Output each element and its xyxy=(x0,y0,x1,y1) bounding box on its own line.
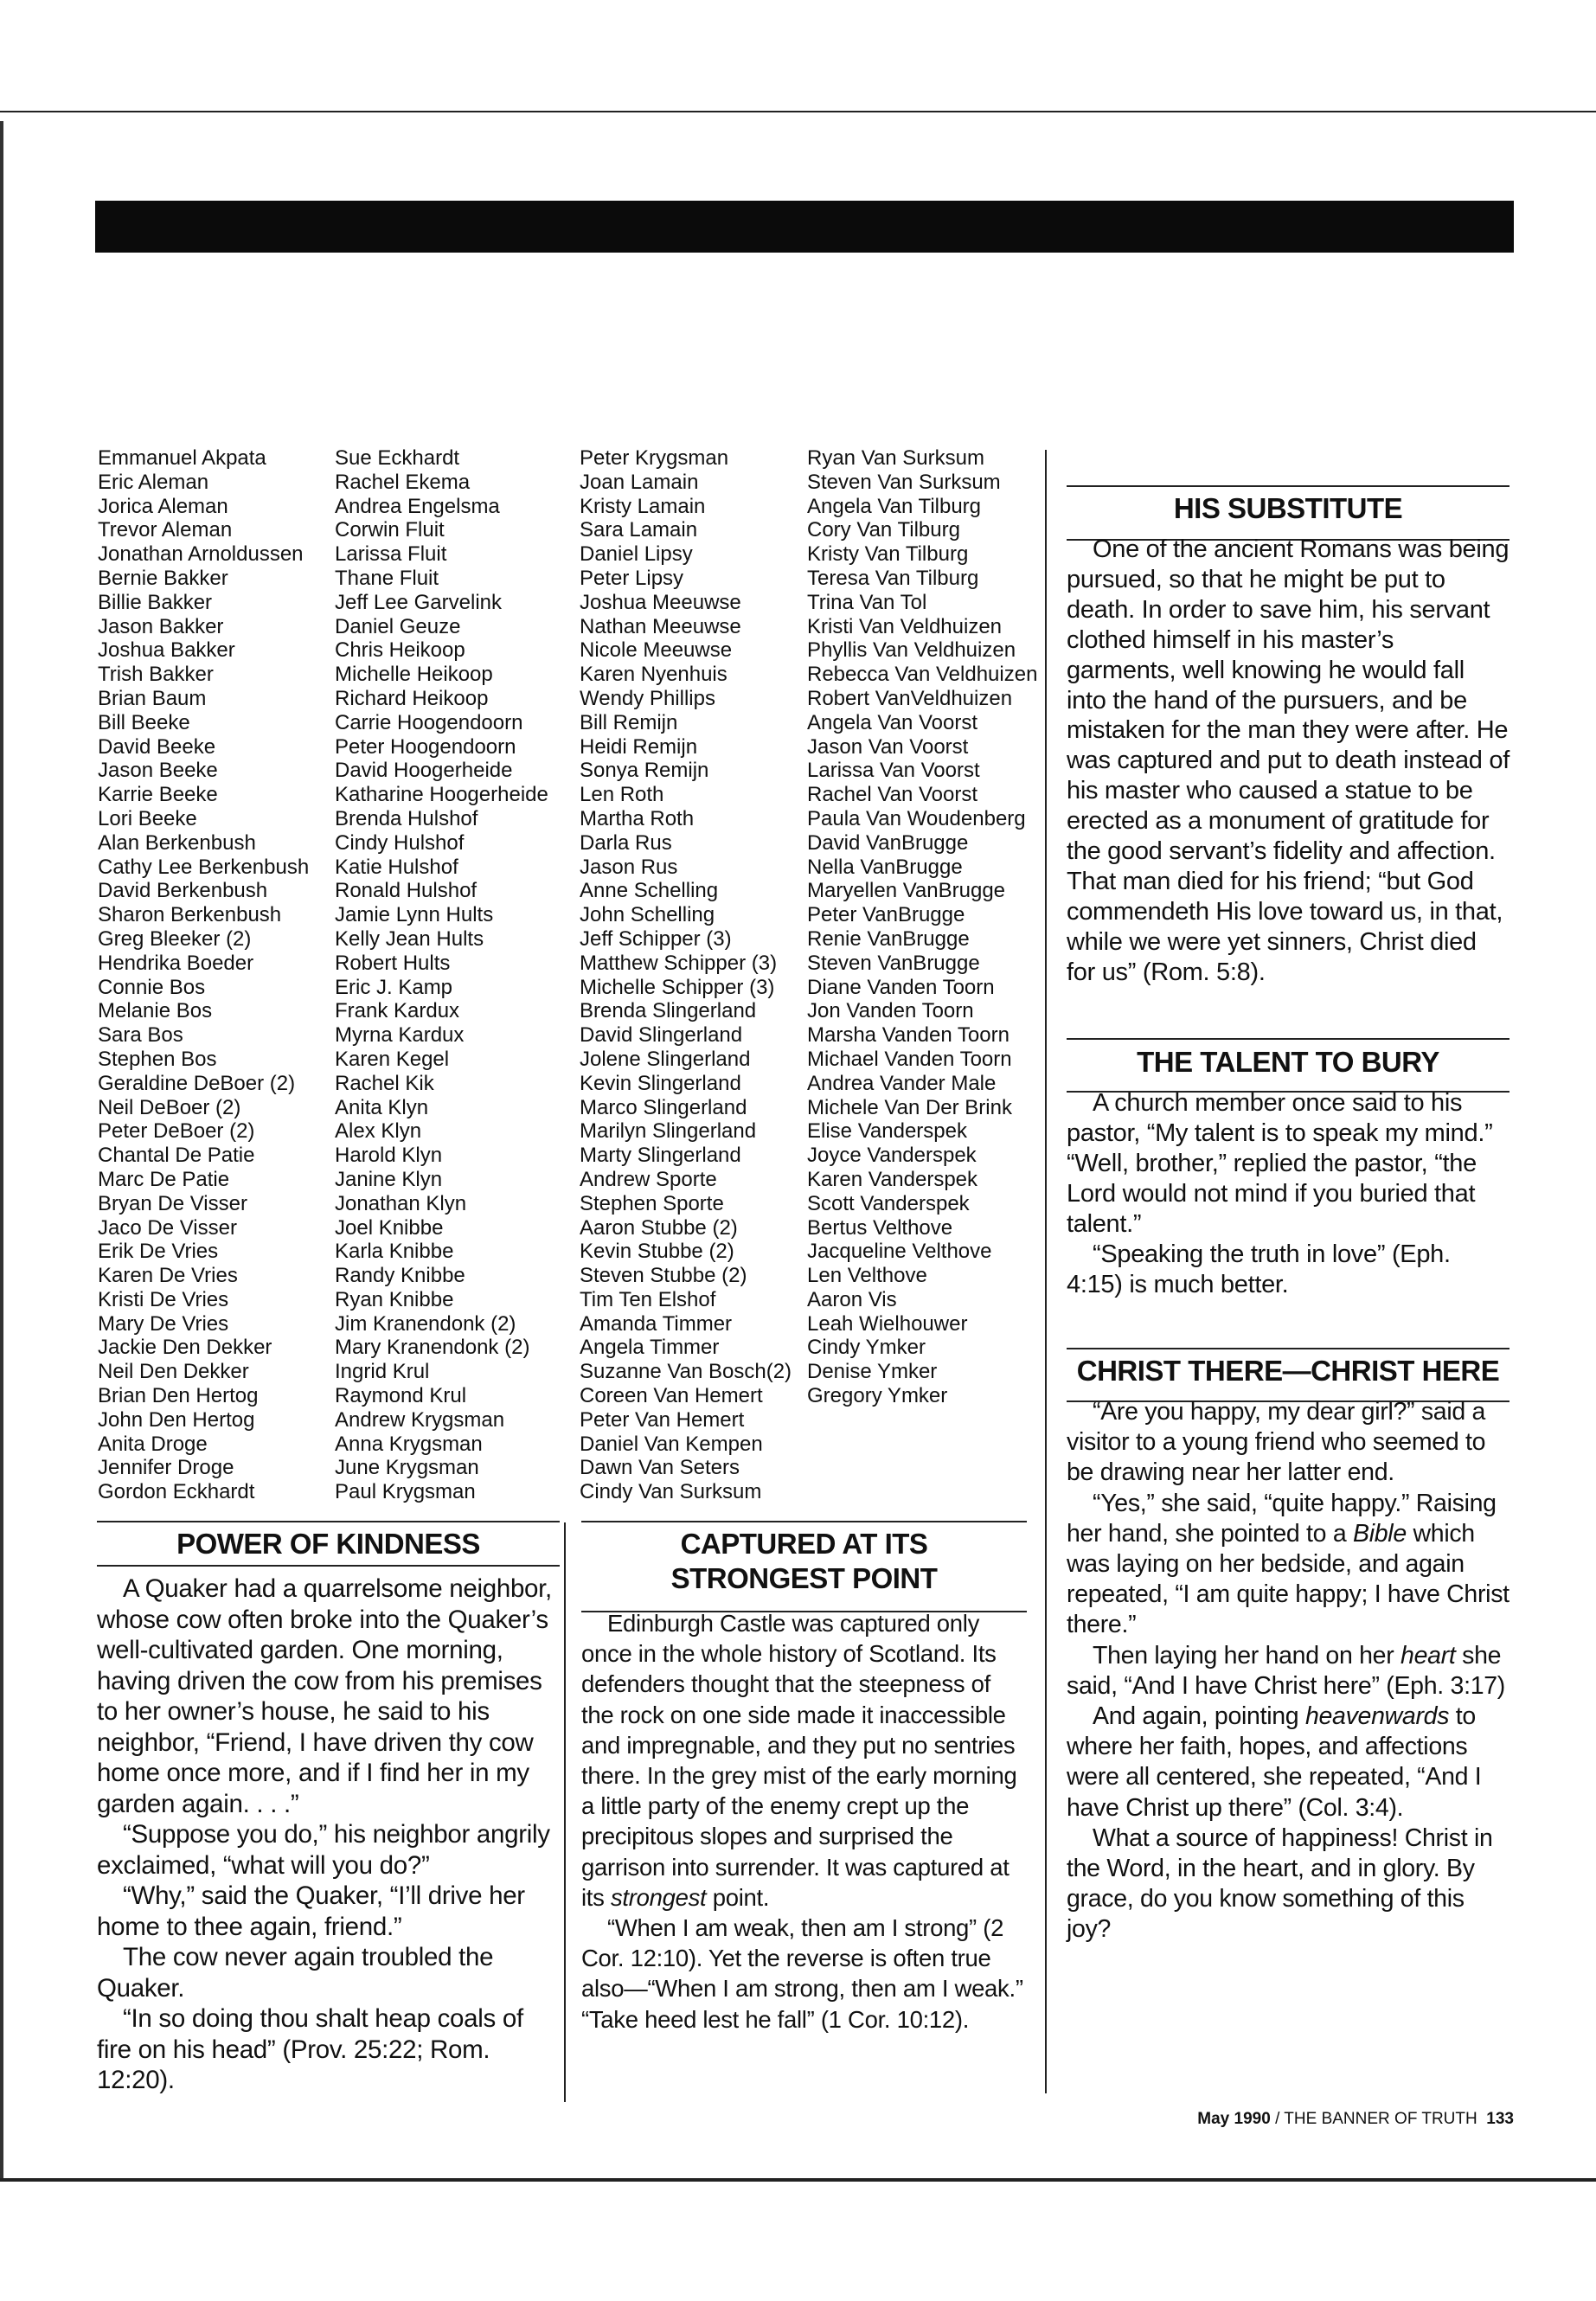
name-entry: Karen Nyenhuis xyxy=(580,663,727,687)
name-entry: Melanie Bos xyxy=(98,999,213,1023)
name-entry: Jolene Slingerland xyxy=(580,1047,751,1071)
article-christ-there-christ-here xyxy=(1067,1354,1509,1945)
name-entry: Trish Bakker xyxy=(98,663,214,687)
name-entry: Peter VanBrugge xyxy=(807,903,965,927)
name-entry: Neil DeBoer (2) xyxy=(98,1095,241,1119)
name-entry: John Schelling xyxy=(580,903,715,927)
name-entry: Cindy Ymker xyxy=(807,1336,926,1360)
names-column-4 xyxy=(807,446,1037,1408)
name-entry: Corwin Fluit xyxy=(335,518,445,542)
name-entry: Jaco De Visser xyxy=(98,1215,237,1240)
article-captured-at-its-strongest-point xyxy=(581,1527,1027,2035)
name-entry: Chris Heikoop xyxy=(335,638,465,663)
name-entry: Eric J. Kamp xyxy=(335,975,453,999)
footer-publication: THE BANNER OF TRUTH xyxy=(1284,2110,1477,2128)
name-entry: Jonathan Arnoldussen xyxy=(98,542,304,567)
name-entry: Anita Klyn xyxy=(335,1095,429,1119)
name-entry: Darla Rus xyxy=(580,830,672,855)
name-entry: Marsha Vanden Toorn xyxy=(807,1023,1010,1048)
name-entry: Bill Remijn xyxy=(580,710,678,734)
name-entry: Alan Berkenbush xyxy=(98,830,256,855)
article-paragraph xyxy=(581,1608,1027,1913)
rule-christ-top xyxy=(1067,1348,1509,1349)
name-entry: Jeff Lee Garvelink xyxy=(335,590,502,614)
name-entry: Paula Van Woudenberg xyxy=(807,806,1026,830)
text-run: Edinburgh Castle was captured only once in the whole history of Scotland. Its defenders thought that the steepness of the rock on one side made it inaccessible and impregnable, and they put no sentries there. In the grey mist of the early morning a little party of the enemy crept up the precipitous slopes and surprised the garrison into surrender. It was captured at its xyxy=(581,1610,1017,1911)
name-entry: Cindy Hulshof xyxy=(335,830,465,855)
name-entry: Sue Eckhardt xyxy=(335,446,460,470)
name-entry: Jorica Aleman xyxy=(98,494,228,518)
name-entry: Michelle Schipper (3) xyxy=(580,975,775,999)
article-body xyxy=(97,1574,560,2096)
name-entry: Larissa Fluit xyxy=(335,542,447,567)
name-entry: Diane Vanden Toorn xyxy=(807,975,995,999)
name-entry: Michael Vanden Toorn xyxy=(807,1047,1012,1071)
article-title-line-2: STRONGEST POINT xyxy=(670,1562,938,1594)
article-paragraph xyxy=(1067,1489,1509,1641)
name-entry: Jeff Schipper (3) xyxy=(580,926,732,951)
name-entry: Marilyn Slingerland xyxy=(580,1119,757,1144)
name-entry: Mary De Vries xyxy=(98,1311,229,1336)
top-rule xyxy=(0,111,1596,112)
name-entry: Frank Kardux xyxy=(335,999,460,1023)
name-entry: Maryellen VanBrugge xyxy=(807,879,1006,903)
name-entry: Geraldine DeBoer (2) xyxy=(98,1071,296,1095)
text-run: she said, “And I have Christ here” (Eph. 3:17) xyxy=(1067,1641,1505,1700)
name-entry: June Krygsman xyxy=(335,1456,479,1480)
name-entry: Emmanuel Akpata xyxy=(98,446,266,470)
name-entry: Martha Roth xyxy=(580,806,695,830)
name-entry: Michele Van Der Brink xyxy=(807,1095,1012,1119)
name-entry: Teresa Van Tilburg xyxy=(807,566,979,590)
name-entry: Peter Lipsy xyxy=(580,566,684,590)
name-entry: Kelly Jean Hults xyxy=(335,926,484,951)
name-entry: Joyce Vanderspek xyxy=(807,1144,977,1168)
name-entry: Steven Van Surksum xyxy=(807,470,1001,494)
name-entry: Karen De Vries xyxy=(98,1264,238,1288)
name-entry: Leah Wielhouwer xyxy=(807,1311,968,1336)
name-entry: Ingrid Krul xyxy=(335,1360,430,1384)
name-entry: Nicole Meeuwse xyxy=(580,638,733,663)
name-entry: Jonathan Klyn xyxy=(335,1191,467,1215)
name-entry: Eric Aleman xyxy=(98,470,209,494)
article-paragraph: A Quaker had a quarrelsome neighbor, whose cow often broke into the Quaker’s well-cultivated garden. One morning, having driven the cow from his premises to her owner’s house, he said to his neighbor, “Friend, I have driven thy cow home once more, and if I find her in my garden again. . . .” xyxy=(97,1574,552,1818)
name-entry: Angela Van Tilburg xyxy=(807,494,982,518)
name-entry: Matthew Schipper (3) xyxy=(580,951,778,975)
name-entry: Joshua Bakker xyxy=(98,638,235,663)
rule-substitute-top xyxy=(1067,485,1509,487)
name-entry: Richard Heikoop xyxy=(335,686,489,710)
name-entry: Rachel Ekema xyxy=(335,470,471,494)
article-paragraph: “Suppose you do,” his neighbor angrily exclaimed, “what will you do?” xyxy=(97,1820,550,1880)
footer-date: May 1990 xyxy=(1197,2110,1271,2128)
article-title: THE TALENT TO BURY xyxy=(1137,1046,1439,1078)
name-entry: Jason Beeke xyxy=(98,759,218,783)
article-title xyxy=(581,1527,1027,1596)
name-entry: Len Roth xyxy=(580,783,664,807)
name-entry: Billie Bakker xyxy=(98,590,213,614)
page-number: 133 xyxy=(1486,2110,1514,2128)
scan-edge xyxy=(0,121,3,2180)
name-entry: Bernie Bakker xyxy=(98,566,228,590)
name-entry: David Berkenbush xyxy=(98,879,268,903)
name-entry: Michelle Heikoop xyxy=(335,663,493,687)
names-column-3 xyxy=(580,446,792,1504)
article-body xyxy=(1067,1397,1509,1945)
article-paragraph: What a source of happiness! Christ in the Word, in the heart, and in glory. By grace, do you know something of this joy? xyxy=(1067,1823,1493,1944)
name-entry: Sara Bos xyxy=(98,1023,183,1048)
name-entry: Daniel Lipsy xyxy=(580,542,693,567)
page-footer xyxy=(1151,2109,1514,2130)
name-entry: Jason Van Voorst xyxy=(807,734,969,759)
name-entry: Erik De Vries xyxy=(98,1240,219,1264)
name-entry: Suzanne Van Bosch(2) xyxy=(580,1360,792,1384)
name-entry: Kevin Stubbe (2) xyxy=(580,1240,734,1264)
name-entry: Trina Van Tol xyxy=(807,590,927,614)
name-entry: Dawn Van Seters xyxy=(580,1456,740,1480)
name-entry: Peter Krygsman xyxy=(580,446,729,470)
name-entry: Cindy Van Surksum xyxy=(580,1480,762,1504)
name-entry: Karen Vanderspek xyxy=(807,1167,978,1191)
name-entry: Kristy Van Tilburg xyxy=(807,542,969,567)
name-entry: Jim Kranendonk (2) xyxy=(335,1311,516,1336)
article-paragraph: “Why,” said the Quaker, “I’ll drive her home to thee again, friend.” xyxy=(97,1881,525,1941)
text-run: And again, pointing xyxy=(1093,1702,1305,1731)
article-body xyxy=(581,1608,1027,2035)
name-entry: Robert VanVeldhuizen xyxy=(807,686,1013,710)
article-his-substitute xyxy=(1067,491,1509,988)
name-entry: Lori Beeke xyxy=(98,806,197,830)
name-entry: Joshua Meeuwse xyxy=(580,590,741,614)
name-entry: Len Velthove xyxy=(807,1264,927,1288)
name-entry: Bryan De Visser xyxy=(98,1191,247,1215)
name-entry: Joan Lamain xyxy=(580,470,699,494)
name-entry: Andrew Sporte xyxy=(580,1167,717,1191)
name-entry: Marc De Patie xyxy=(98,1167,230,1191)
article-paragraph: The cow never again troubled the Quaker. xyxy=(97,1943,494,2003)
names-column-2 xyxy=(335,446,548,1504)
name-entry: Denise Ymker xyxy=(807,1360,938,1384)
column-rule-right xyxy=(1045,450,1047,2093)
name-entry: Harold Klyn xyxy=(335,1144,443,1168)
name-entry: Robert Hults xyxy=(335,951,451,975)
article-power-of-kindness xyxy=(97,1527,560,2096)
name-entry: Marco Slingerland xyxy=(580,1095,747,1119)
italic-text: Bible xyxy=(1353,1519,1407,1548)
header-black-bar xyxy=(95,201,1514,253)
name-entry: Katharine Hoogerheide xyxy=(335,783,548,807)
name-entry: Bertus Velthove xyxy=(807,1215,953,1240)
bottom-rule xyxy=(0,2178,1596,2182)
name-entry: Joel Knibbe xyxy=(335,1215,444,1240)
name-entry: Brian Baum xyxy=(98,686,207,710)
name-entry: David VanBrugge xyxy=(807,830,969,855)
name-entry: Jason Rus xyxy=(580,855,678,879)
name-entry: Jon Vanden Toorn xyxy=(807,999,974,1023)
name-entry: David Hoogerheide xyxy=(335,759,513,783)
name-entry: Anne Schelling xyxy=(580,879,719,903)
name-entry: Ronald Hulshof xyxy=(335,879,478,903)
name-entry: Jamie Lynn Hults xyxy=(335,903,494,927)
name-entry: Cory Van Tilburg xyxy=(807,518,960,542)
article-paragraph: A church member once said to his pastor, “My talent is to speak my mind.” “Well, brother,” replied the pastor, “the Lord would not mind if you buried that talent.” xyxy=(1067,1089,1493,1238)
rule-kindness-top xyxy=(97,1521,560,1522)
name-entry: Sara Lamain xyxy=(580,518,698,542)
name-entry: Daniel Van Kempen xyxy=(580,1432,763,1456)
name-entry: Andrea Engelsma xyxy=(335,494,500,518)
name-entry: Andrew Krygsman xyxy=(335,1407,505,1432)
article-paragraph: “When I am weak, then am I strong” (2 Cor. 12:10). Yet the reverse is often true also—“When I am strong, then am I weak.” “Take heed lest he fall” (1 Cor. 10:12). xyxy=(581,1914,1023,2033)
name-entry: Nella VanBrugge xyxy=(807,855,963,879)
name-entry: Kristi Van Veldhuizen xyxy=(807,614,1003,638)
name-entry: Coreen Van Hemert xyxy=(580,1384,763,1408)
name-entry: Stephen Bos xyxy=(98,1047,217,1071)
name-entry: Cathy Lee Berkenbush xyxy=(98,855,310,879)
name-entry: Nathan Meeuwse xyxy=(580,614,741,638)
article-paragraph: “Are you happy, my dear girl?” said a visitor to a young friend who seemed to be drawing near her latter end. xyxy=(1067,1398,1486,1487)
name-entry: Ryan Knibbe xyxy=(335,1287,454,1311)
name-entry: Rebecca Van Veldhuizen xyxy=(807,663,1038,687)
name-entry: Kristi De Vries xyxy=(98,1287,229,1311)
name-entry: Paul Krygsman xyxy=(335,1480,476,1504)
names-column-1 xyxy=(98,446,309,1504)
name-entry: Kristy Lamain xyxy=(580,494,706,518)
article-title-line-1: CAPTURED AT ITS xyxy=(680,1528,928,1560)
name-entry: Angela Van Voorst xyxy=(807,710,978,734)
article-paragraph: “In so doing thou shalt heap coals of fire on his head” (Prov. 25:22; Rom. 12:20). xyxy=(97,2004,523,2094)
text-run: “Yes,” she said, “quite happy.” Raising her hand, she pointed to a xyxy=(1067,1489,1497,1548)
italic-text: heart xyxy=(1401,1641,1456,1670)
name-entry: Marty Slingerland xyxy=(580,1144,741,1168)
name-entry: Neil Den Dekker xyxy=(98,1360,249,1384)
name-entry: Raymond Krul xyxy=(335,1384,467,1408)
name-entry: Connie Bos xyxy=(98,975,206,999)
article-paragraph: One of the ancient Romans was being pursued, so that he might be put to death. In order to save him, his servant clothed himself in his master’s garments, well knowing he would fall into the hand of the pursuers, and be mistaken for the man they were after. He was captured and put to death instead of his master who caused a statue to be erected as a monument of gratitude for the good servant’s fidelity and affection. That man died for his friend; “but God commendeth His love toward us, in that, while we were yet sinners, Christ died for us” (Rom. 5:8). xyxy=(1067,535,1509,986)
name-entry: Anna Krygsman xyxy=(335,1432,483,1456)
name-entry: Larissa Van Voorst xyxy=(807,759,980,783)
name-entry: Ryan Van Surksum xyxy=(807,446,984,470)
name-entry: Heidi Remijn xyxy=(580,734,698,759)
name-entry: Rachel Kik xyxy=(335,1071,434,1095)
name-entry: Anita Droge xyxy=(98,1432,208,1456)
name-entry: Janine Klyn xyxy=(335,1167,443,1191)
name-entry: Karen Kegel xyxy=(335,1047,450,1071)
name-entry: Brenda Slingerland xyxy=(580,999,757,1023)
name-entry: Gregory Ymker xyxy=(807,1384,948,1408)
name-entry: Aaron Stubbe (2) xyxy=(580,1215,738,1240)
rule-captured-top xyxy=(581,1521,1027,1522)
name-entry: Brenda Hulshof xyxy=(335,806,478,830)
name-entry: Daniel Geuze xyxy=(335,614,461,638)
name-entry: Katie Hulshof xyxy=(335,855,458,879)
name-entry: Sharon Berkenbush xyxy=(98,903,282,927)
article-title: HIS SUBSTITUTE xyxy=(1173,492,1403,524)
name-entry: Aaron Vis xyxy=(807,1287,897,1311)
column-rule-middle xyxy=(564,1522,566,2102)
name-entry: Renie VanBrugge xyxy=(807,926,970,951)
name-entry: Tim Ten Elshof xyxy=(580,1287,716,1311)
text-run: to where her faith, hopes, and affections were all centered, she repeated, “And I have Christ up there” (Col. 3:4). xyxy=(1067,1702,1482,1822)
name-entry: Andrea Vander Male xyxy=(807,1071,997,1095)
name-entry: Bill Beeke xyxy=(98,710,190,734)
name-entry: Chantal De Patie xyxy=(98,1144,255,1168)
name-entry: Jackie Den Dekker xyxy=(98,1336,272,1360)
name-entry: Hendrika Boeder xyxy=(98,951,254,975)
name-entry: Karla Knibbe xyxy=(335,1240,454,1264)
name-entry: Mary Kranendonk (2) xyxy=(335,1336,530,1360)
article-the-talent-to-bury xyxy=(1067,1045,1509,1300)
name-entry: Phyllis Van Veldhuizen xyxy=(807,638,1016,663)
name-entry: Brian Den Hertog xyxy=(98,1384,259,1408)
name-entry: Peter Hoogendoorn xyxy=(335,734,516,759)
name-entry: Amanda Timmer xyxy=(580,1311,733,1336)
name-entry: Jennifer Droge xyxy=(98,1456,234,1480)
name-entry: Randy Knibbe xyxy=(335,1264,465,1288)
italic-text: strongest xyxy=(610,1883,707,1911)
name-entry: Sonya Remijn xyxy=(580,759,709,783)
rule-talent-top xyxy=(1067,1038,1509,1040)
article-title: CHRIST THERE—CHRIST HERE xyxy=(1076,1355,1500,1387)
name-entry: Peter DeBoer (2) xyxy=(98,1119,255,1144)
italic-text: heavenwards xyxy=(1304,1702,1450,1731)
name-entry: Steven Stubbe (2) xyxy=(580,1264,747,1288)
name-entry: Trevor Aleman xyxy=(98,518,233,542)
name-entry: Kevin Slingerland xyxy=(580,1071,741,1095)
name-entry: Peter Van Hemert xyxy=(580,1407,745,1432)
name-entry: Stephen Sporte xyxy=(580,1191,724,1215)
name-entry: Gordon Eckhardt xyxy=(98,1480,255,1504)
name-entry: Wendy Phillips xyxy=(580,686,715,710)
name-entry: John Den Hertog xyxy=(98,1407,255,1432)
name-entry: Greg Bleeker (2) xyxy=(98,926,252,951)
footer-separator: / xyxy=(1270,2110,1285,2128)
name-entry: Angela Timmer xyxy=(580,1336,720,1360)
name-entry: David Beeke xyxy=(98,734,216,759)
text-run: point. xyxy=(706,1883,770,1911)
article-paragraph xyxy=(1067,1702,1509,1823)
article-body xyxy=(1067,1088,1509,1300)
article-paragraph xyxy=(1067,1641,1509,1702)
name-entry: Jacqueline Velthove xyxy=(807,1240,992,1264)
name-entry: David Slingerland xyxy=(580,1023,743,1048)
name-entry: Jason Bakker xyxy=(98,614,224,638)
name-entry: Karrie Beeke xyxy=(98,783,218,807)
name-entry: Alex Klyn xyxy=(335,1119,422,1144)
text-run: Then laying her hand on her xyxy=(1093,1641,1401,1670)
article-title: POWER OF KINDNESS xyxy=(176,1528,480,1560)
name-entry: Thane Fluit xyxy=(335,566,439,590)
name-entry: Carrie Hoogendoorn xyxy=(335,710,523,734)
article-paragraph: “Speaking the truth in love” (Eph. 4:15) is much better. xyxy=(1067,1240,1451,1298)
name-entry: Elise Vanderspek xyxy=(807,1119,967,1144)
name-entry: Scott Vanderspek xyxy=(807,1191,970,1215)
text-run: which was laying on her bedside, and again repeated, “I am quite happy; I have Christ there.” xyxy=(1067,1519,1509,1639)
name-entry: Rachel Van Voorst xyxy=(807,783,978,807)
article-body xyxy=(1067,535,1509,988)
name-entry: Steven VanBrugge xyxy=(807,951,980,975)
name-entry: Myrna Kardux xyxy=(335,1023,465,1048)
